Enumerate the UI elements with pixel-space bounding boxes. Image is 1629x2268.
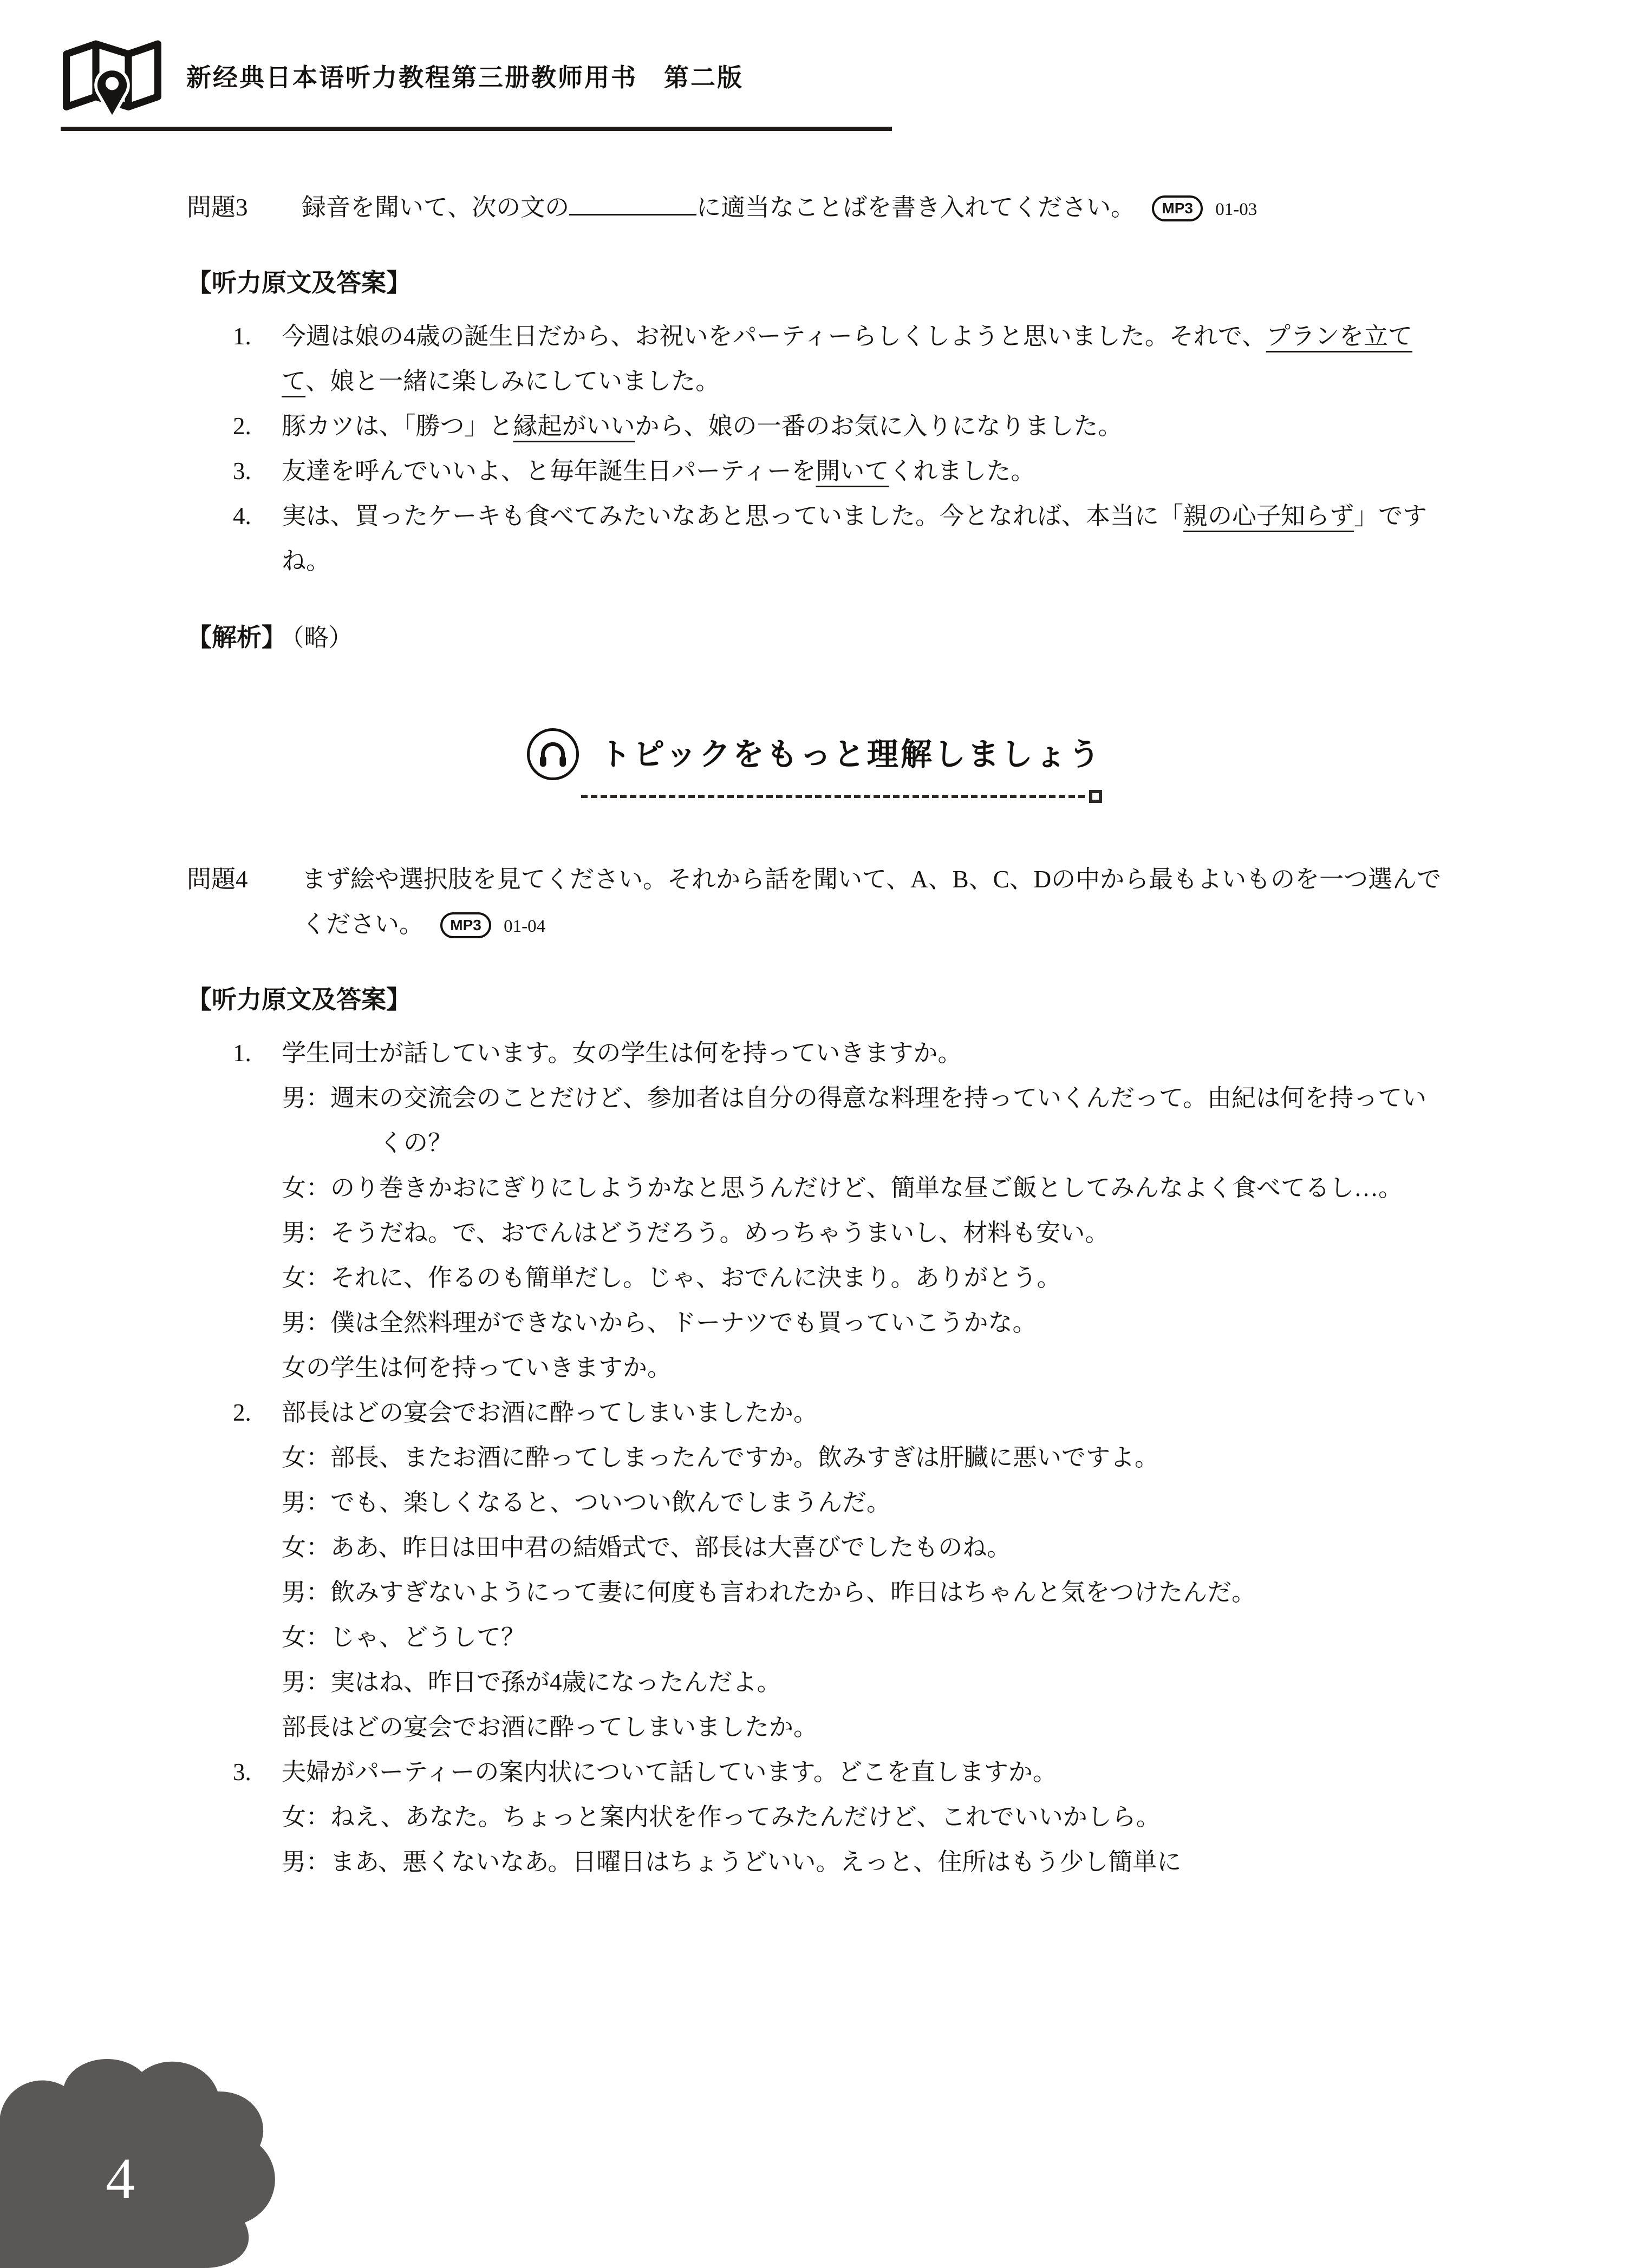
- dialogue-line: 男：実はね、昨日で孫が4歳になったんだよ。: [282, 1669, 781, 1696]
- dashed-line: [581, 795, 1085, 798]
- dash-end-square-icon: [1089, 790, 1102, 803]
- dialogue-line: 男：まあ、悪くないなあ。日曜日はちょうどいい。えっと、住所はもう少し簡単に: [282, 1848, 1182, 1876]
- dialogue-line: 男：週末の交流会のことだけど、参加者は自分の得意な料理を持っていくんだって。由紀は何を持っていくの？: [282, 1084, 1427, 1157]
- mp3-icon: MP3: [440, 912, 491, 938]
- dialogue-item: [233, 1750, 1442, 1885]
- dialogue-line: 女：それに、作るのも簡単だし。じゃ、おでんに決まり。ありがとう。: [282, 1264, 1061, 1292]
- text-segment: 今週は娘の4歳の誕生日だから、お祝いをパーティーらしくしようと思いました。それで、: [282, 323, 1267, 350]
- dialogue-body: [282, 1031, 1442, 1390]
- dialogue-line: 男：そうだね。で、おでんはどうだろう。めっちゃうまいし、材料も安い。: [282, 1219, 1110, 1247]
- text-segment: 、娘と一緒に楽しみにしていました。: [305, 368, 720, 395]
- dialogue-line: 女：ねえ、あなた。ちょっと案内状を作ってみたんだけど、これでいいかしら。: [282, 1803, 1161, 1831]
- dialogue-question: 部長はどの宴会でお酒に酔ってしまいましたか。: [282, 1399, 818, 1427]
- dialogue-item: [233, 1390, 1442, 1750]
- problem4-label: 問題4: [187, 866, 248, 893]
- answer-number: 3.: [233, 457, 251, 485]
- page-header: [0, 0, 1629, 118]
- dialogue-line: 部長はどの宴会でお酒に酔ってしまいましたか。: [282, 1714, 818, 1741]
- dialogue-number: 2.: [233, 1399, 251, 1427]
- text-segment: 」ですね。: [282, 502, 1428, 575]
- text-segment: 親の心子知らず: [1183, 502, 1354, 530]
- text-segment: 縁起がいい: [513, 413, 635, 440]
- problem4-dialogues: [233, 1031, 1442, 1885]
- answer-item: [233, 449, 1442, 494]
- text-segment: 豚カツは、「勝つ」と: [282, 413, 513, 440]
- problem3-block: [187, 185, 1442, 232]
- text-segment: くれました。: [889, 457, 1035, 485]
- text-segment: から、娘の一番のお気に入りになりました。: [635, 413, 1123, 440]
- header-rule: [61, 127, 892, 131]
- answer-number: 4.: [233, 502, 251, 530]
- dialogue-line: 男：僕は全然料理ができないから、ドーナツでも買っていこうかな。: [282, 1309, 1037, 1337]
- dialogue-line: 女：部長、またお酒に酔ってしまったんですか。飲みすぎは肝臓に悪いですよ。: [282, 1444, 1159, 1472]
- dialogue-body: [282, 1750, 1442, 1885]
- answer-text: [282, 494, 1442, 584]
- page-number: 4: [106, 2147, 135, 2211]
- dialogue-item: [233, 1031, 1442, 1390]
- mp3-track-number: 01-04: [504, 917, 546, 937]
- problem3-instruction-text: [302, 194, 1135, 221]
- problem4-instruction-text: まず絵や選択肢を見てください。それから話を聞いて、A、B、C、Dの中から最もよいものを一つ選んでください。: [302, 866, 1442, 938]
- text-segment: 友達を呼んでいいよ、と毎年誕生日パーティーを: [282, 457, 816, 485]
- dialogue-line: 女：ああ、昨日は田中君の結婚式で、部長は大喜びでしたものね。: [282, 1534, 1012, 1561]
- problem4-script-heading: 【听力原文及答案】: [187, 985, 411, 1014]
- dialogue-number: 1.: [233, 1040, 251, 1067]
- dialogue-line: 女の学生は何を持っていきますか。: [282, 1354, 672, 1382]
- text-segment: プランを立てて: [282, 323, 1413, 395]
- page-content: [0, 185, 1629, 1885]
- dialogue-question: 夫婦がパーティーの案内状について話しています。どこを直しますか。: [282, 1759, 1057, 1786]
- answer-item: [233, 314, 1442, 404]
- problem4-block: [187, 857, 1442, 949]
- topic-banner-title: トピックをもっと理解しましょう: [600, 736, 1102, 772]
- answer-text: [282, 404, 1442, 449]
- book-title: 新经典日本语听力教程第三册教师用书 第二版: [186, 63, 744, 91]
- analysis-heading: 【解析】: [187, 623, 286, 652]
- text-segment: 録音を聞いて、次の文の: [302, 194, 570, 221]
- analysis-block: [187, 615, 1442, 661]
- dialogue-line: 男：飲みすぎないようにって妻に何度も言われたから、昨日はちゃんと気をつけたんだ。: [282, 1579, 1256, 1606]
- problem3-script-heading: 【听力原文及答案】: [187, 269, 411, 297]
- dialogue-body: [282, 1390, 1442, 1750]
- answer-item: [233, 404, 1442, 449]
- dialogue-line: 男：でも、楽しくなると、ついつい飲んでしまうんだ。: [282, 1489, 891, 1517]
- answer-text: [282, 449, 1442, 494]
- map-location-icon: [61, 37, 164, 118]
- topic-banner-row: [527, 728, 1102, 780]
- fill-in-blank: [569, 191, 696, 215]
- page-number-cloud: [0, 2035, 282, 2268]
- answer-number: 2.: [233, 413, 251, 440]
- problem3-answers: [233, 314, 1442, 584]
- dialogue-question: 学生同士が話しています。女の学生は何を持っていきますか。: [282, 1040, 962, 1067]
- answer-item: [233, 494, 1442, 584]
- text-segment: に適当なことばを書き入れてください。: [696, 194, 1136, 221]
- mp3-track-number: 01-03: [1215, 200, 1257, 220]
- answer-text: [282, 314, 1442, 404]
- headphones-icon: [527, 728, 579, 780]
- problem3-label: 問題3: [187, 194, 248, 221]
- analysis-note: （略）: [292, 624, 353, 652]
- problem3-instruction: [302, 185, 1442, 232]
- problem4-instruction: [302, 857, 1442, 949]
- topic-banner: [527, 728, 1102, 803]
- text-segment: 開いて: [816, 457, 889, 485]
- answer-number: 1.: [233, 323, 251, 350]
- dialogue-number: 3.: [233, 1759, 251, 1786]
- dialogue-line: 女：のり巻きかおにぎりにしようかなと思うんだけど、簡単な昼ご飯としてみんなよく食べてるし…。: [282, 1174, 1403, 1202]
- topic-banner-underline: [581, 790, 1102, 803]
- text-segment: 実は、買ったケーキも食べてみたいなあと思っていました。今となれば、本当に「: [282, 502, 1184, 530]
- dialogue-line: 女：じゃ、どうして？: [282, 1624, 526, 1651]
- mp3-icon: MP3: [1152, 195, 1203, 221]
